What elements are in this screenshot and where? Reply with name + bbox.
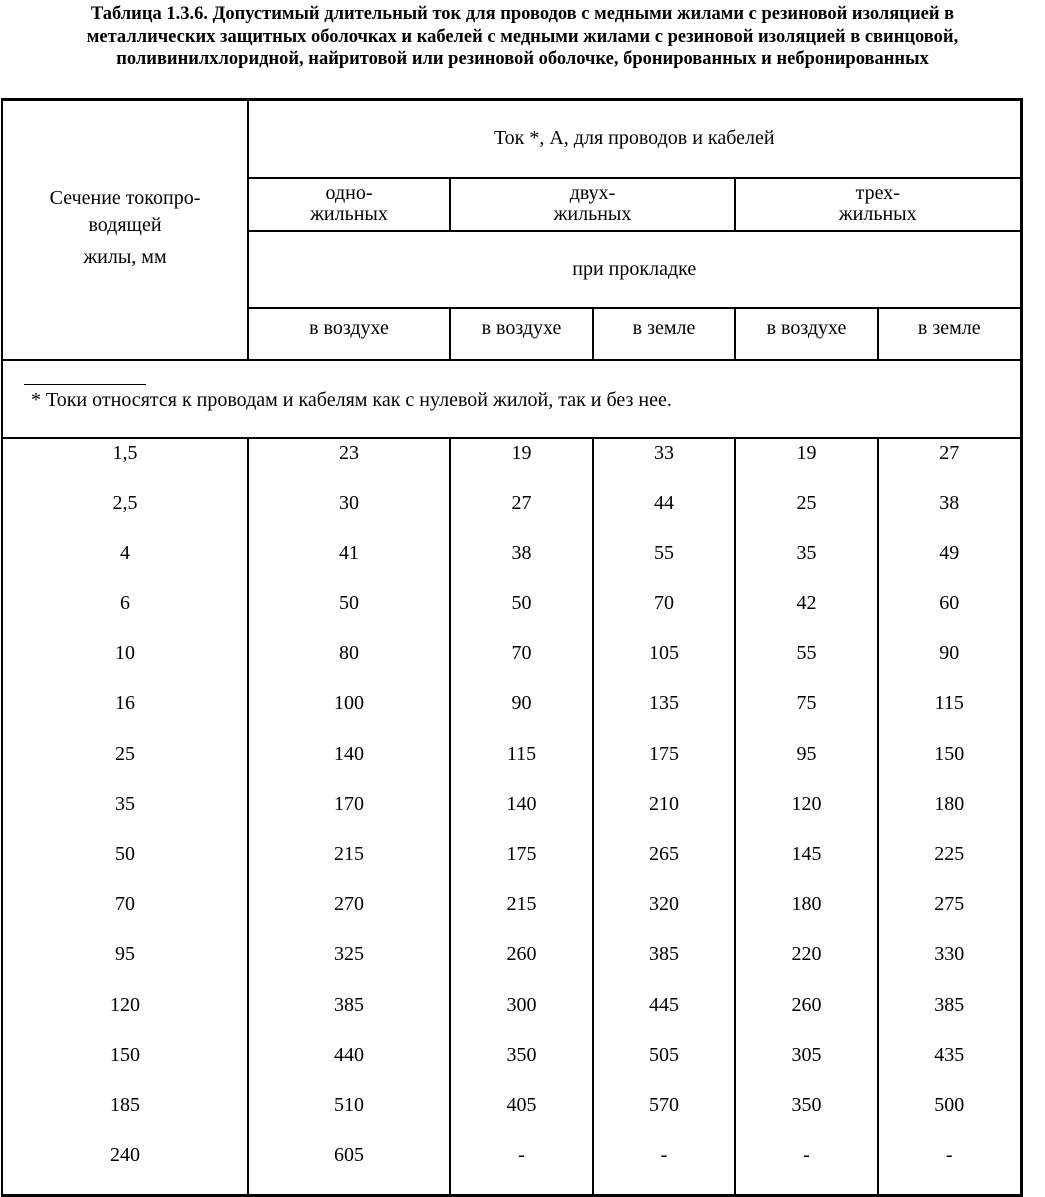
current-value-cell: 38 [450, 542, 593, 592]
current-value-cell: 275 [878, 893, 1021, 943]
current-value-cell: 80 [248, 642, 450, 692]
current-value-cell: 605 [248, 1144, 450, 1196]
cross-section-cell: 4 [120, 541, 130, 564]
cross-section-cell: 16 [115, 692, 135, 715]
table-row [2, 793, 1021, 843]
current-value-cell: 60 [878, 592, 1021, 642]
current-value-cell: 405 [450, 1094, 593, 1144]
current-value-cell: 150 [878, 743, 1021, 793]
cross-section-cell: 25 [115, 742, 135, 765]
table-row [2, 743, 1021, 793]
current-value-cell: 55 [735, 642, 878, 692]
current-value-cell: 115 [450, 743, 593, 793]
single-core-header: одно- жильных [248, 178, 450, 231]
current-value-cell: 175 [593, 743, 735, 793]
current-value-cell: 435 [878, 1044, 1021, 1094]
current-value-cell: 140 [450, 793, 593, 843]
current-value-cell: 49 [878, 542, 1021, 592]
current-value-cell: 50 [248, 592, 450, 642]
current-value-cell: 50 [450, 592, 593, 642]
current-value-cell: 27 [878, 438, 1021, 492]
current-value-cell: 25 [735, 492, 878, 542]
current-value-cell: 385 [593, 943, 735, 993]
current-value-cell: 120 [735, 793, 878, 843]
current-value-cell: 70 [450, 642, 593, 692]
current-value-cell: - [735, 1144, 878, 1196]
current-value-cell: 35 [735, 542, 878, 592]
cross-section-cell: 240 [110, 1144, 140, 1167]
current-value-cell: 19 [735, 438, 878, 492]
current-value-cell: - [593, 1144, 735, 1196]
cross-section-cell: 50 [115, 843, 135, 865]
current-value-cell: 175 [450, 843, 593, 893]
footnote [2, 360, 1021, 438]
table-row [2, 492, 1021, 542]
current-value-cell: 220 [735, 943, 878, 993]
table-row [2, 1144, 1021, 1196]
current-value-cell: 44 [593, 492, 735, 542]
current-value-cell: 215 [450, 893, 593, 943]
current-table [1, 98, 1023, 1197]
current-value-cell: 105 [593, 642, 735, 692]
current-value-cell: 325 [248, 943, 450, 993]
cross-section-cell: 1,5 [112, 441, 138, 464]
current-value-cell: 38 [878, 492, 1021, 542]
table-row [2, 692, 1021, 742]
table-title [0, 3, 1045, 71]
table-header [2, 100, 1021, 438]
footnote-text: * Токи относятся к проводам и кабелям как с нулевой жилой, так и без нее. [31, 388, 672, 411]
current-value-cell: 570 [593, 1094, 735, 1144]
cross-section-cell: 35 [115, 792, 135, 815]
cross-section-cell: 10 [115, 642, 135, 665]
current-value-cell: 55 [593, 542, 735, 592]
current-value-cell: 210 [593, 793, 735, 843]
current-value-cell: 510 [248, 1094, 450, 1144]
current-value-cell: 19 [450, 438, 593, 492]
cross-section-cell: 6 [120, 592, 130, 615]
current-value-cell: 270 [248, 893, 450, 943]
current-value-cell: 42 [735, 592, 878, 642]
footnote-rule [24, 384, 146, 385]
table-row [2, 438, 1021, 492]
laying-header: при прокладке [248, 231, 1021, 308]
current-value-cell: 330 [878, 943, 1021, 993]
current-value-cell: 320 [593, 893, 735, 943]
current-value-cell: 385 [248, 994, 450, 1044]
current-value-cell: 70 [593, 592, 735, 642]
air-header: в воздухе [735, 308, 878, 360]
current-value-cell: - [450, 1144, 593, 1196]
current-value-cell: 27 [450, 492, 593, 542]
table-row [2, 994, 1021, 1044]
table-row [2, 1044, 1021, 1094]
current-value-cell: 265 [593, 843, 735, 893]
current-value-cell: 440 [248, 1044, 450, 1094]
two-core-header: двух- жильных [450, 178, 735, 231]
cross-section-cell: 185 [110, 1093, 140, 1116]
current-value-cell: 41 [248, 542, 450, 592]
current-value-cell: 500 [878, 1094, 1021, 1144]
current-value-cell: 100 [248, 692, 450, 742]
current-value-cell: 170 [248, 793, 450, 843]
cross-section-cell: 150 [110, 1043, 140, 1066]
table-title-line: Таблица 1.3.6. Допустимый длительный ток для проводов с медными жилами с резиновой изоляцией в [90, 4, 955, 24]
cross-section-cell: 2,5 [112, 491, 138, 514]
current-value-cell: 260 [450, 943, 593, 993]
cross-section-cell: 70 [115, 893, 135, 916]
current-value-cell: 180 [878, 793, 1021, 843]
current-value-cell: 115 [878, 692, 1021, 742]
current-value-cell: 140 [248, 743, 450, 793]
table-title-line: металлических защитных оболочках и кабелей с медными жилами с резиновой изоляцией в свинцовой, [86, 26, 959, 47]
current-value-cell: 75 [735, 692, 878, 742]
air-header: в воздухе [450, 308, 593, 360]
current-value-cell: 145 [735, 843, 878, 893]
air-header: в воздухе [248, 308, 450, 360]
current-value-cell: 90 [450, 692, 593, 742]
table-title-line: поливинилхлоридной, найритовой или резиновой оболочке, бронированных и небронированных [116, 49, 929, 69]
current-value-cell: 180 [735, 893, 878, 943]
current-value-cell: 33 [593, 438, 735, 492]
current-value-cell: 215 [248, 843, 450, 893]
table-body [2, 438, 1021, 1196]
table-row [2, 893, 1021, 943]
table-row [2, 843, 1021, 893]
current-value-cell: 505 [593, 1044, 735, 1094]
current-value-cell: 90 [878, 642, 1021, 692]
current-value-cell: 23 [248, 438, 450, 492]
table-row [2, 592, 1021, 642]
cross-section-cell: 95 [115, 943, 135, 966]
current-header: Ток *, А, для проводов и кабелей [248, 100, 1021, 178]
current-value-cell: 95 [735, 743, 878, 793]
current-value-cell: 350 [450, 1044, 593, 1094]
section-header: Сечение токопро- водящей жилы, мм [2, 100, 248, 360]
current-value-cell: - [878, 1144, 1021, 1196]
current-value-cell: 445 [593, 994, 735, 1044]
table-row [2, 943, 1021, 993]
table-row [2, 1094, 1021, 1144]
ground-header: в земле [878, 308, 1021, 360]
table-row [2, 642, 1021, 692]
current-value-cell: 385 [878, 994, 1021, 1044]
current-value-cell: 225 [878, 843, 1021, 893]
current-value-cell: 350 [735, 1094, 878, 1144]
current-value-cell: 300 [450, 994, 593, 1044]
current-value-cell: 260 [735, 994, 878, 1044]
cross-section-cell: 120 [110, 993, 140, 1016]
current-value-cell: 305 [735, 1044, 878, 1094]
three-core-header: трех- жильных [735, 178, 1021, 231]
ground-header: в земле [593, 308, 735, 360]
current-value-cell: 30 [248, 492, 450, 542]
current-value-cell: 135 [593, 692, 735, 742]
table-row [2, 542, 1021, 592]
